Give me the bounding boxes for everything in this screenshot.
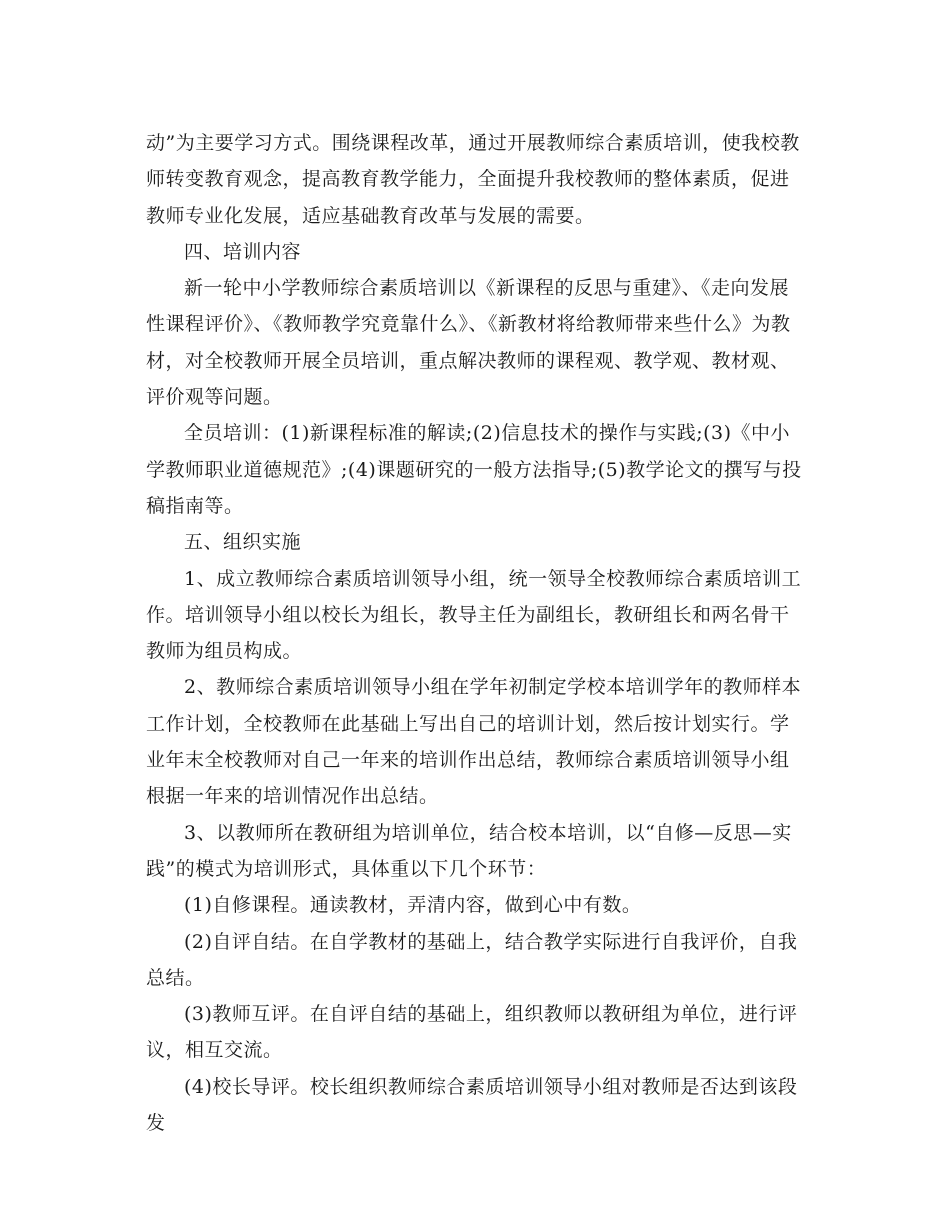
paragraph-sub-item-3: (3)教师互评。在自评自结的基础上，组织教师以教研组为单位，进行评议，相互交流。: [146, 1003, 798, 1062]
paragraph-item-3: 3、以教师所在教研组为培训单位，结合校本培训，以“自修—反思—实践”的模式为培训形式，具体重以下几个环节：: [146, 821, 792, 880]
paragraph-item-1: 1、成立教师综合素质培训领导小组，统一领导全校教师综合素质培训工作。培训领导小组以校长为组长，教导主任为副组长，教研组长和两名骨干教师为组员构成。: [146, 567, 802, 663]
paragraph-sub-item-2: (2)自评自结。在自学教材的基础上，结合教学实际进行自我评价，自我总结。: [146, 930, 798, 989]
paragraph-full-staff-training: 全员培训：(1)新课程标准的解读;(2)信息技术的操作与实践;(3)《中小学教师职业道德规范》;(4)课题研究的一般方法指导;(5)教学论文的撰写与投稿指南等。: [146, 422, 802, 517]
document-body: [146, 125, 806, 1141]
paragraph-sub-item-1: (1)自修课程。通读教材，弄清内容，做到心中有数。: [184, 894, 642, 917]
paragraph-item-2: 2、教师综合素质培训领导小组在学年初制定学校本培训学年的教师样本工作计划，全校教师在此基础上写出自己的培训计划，然后按计划实行。学业年末全校教师对自己一年来的培训作出总结，教师综合素质培训领导小组根据一年来的培训情况作出总结。: [146, 676, 802, 808]
section-heading-organization: 五、组织实施: [184, 531, 302, 554]
paragraph-sub-item-4: (4)校长导评。校长组织教师综合素质培训领导小组对教师是否达到该段发: [146, 1075, 798, 1135]
paragraph-learning-method: 动”为主要学习方式。围绕课程改革，通过开展教师综合素质培训，使我校教师转变教育观念，提高教育教学能力，全面提升我校教师的整体素质，促进教师专业化发展，适应基础教育改革与发展的需要。: [146, 132, 800, 227]
paragraph-training-materials: 新一轮中小学教师综合素质培训以《新课程的反思与重建》、《走向发展性课程评价》、《教师教学究竟靠什么》、《新教材将给教师带来些什么》为教材，对全校教师开展全员培训，重点解决教师的课程观、教学观、教材观、评价观等问题。: [146, 277, 791, 409]
section-heading-training-content: 四、培训内容: [184, 240, 302, 263]
